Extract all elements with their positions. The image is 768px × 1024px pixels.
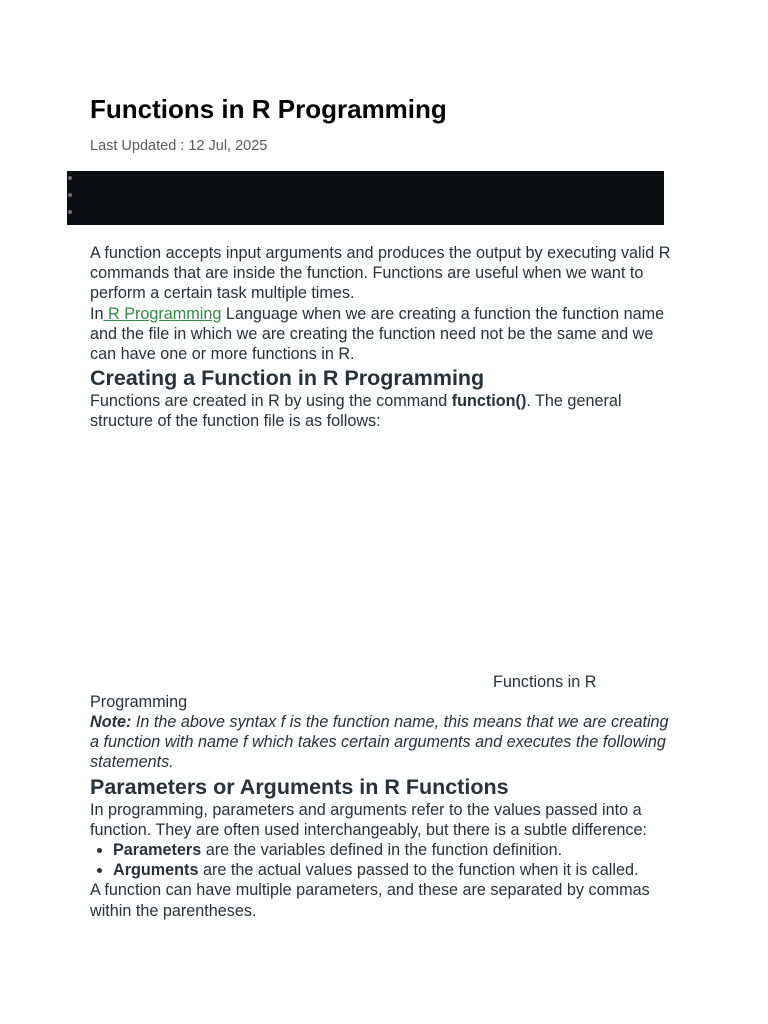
figure-caption <box>90 672 682 712</box>
list-item <box>113 840 682 860</box>
caption-line-1: Functions in R <box>493 672 597 691</box>
bullet-term: Parameters <box>113 841 202 860</box>
bullet-dot-icon <box>68 176 72 180</box>
bullet-text: are the variables defined in the function definition. <box>201 841 563 860</box>
bullet-dot-icon <box>68 193 72 197</box>
caption-line-2: Programming <box>90 692 188 711</box>
bullet-term: Arguments <box>113 861 199 880</box>
note-label: Note: <box>90 713 132 732</box>
section1-paragraph <box>90 391 682 431</box>
section1-text: Functions are created in R by using the command <box>90 392 452 411</box>
bullet-dot-icon <box>68 210 72 214</box>
function-structure-figure <box>90 432 682 672</box>
intro-prefix: In <box>90 304 104 323</box>
note-text: In the above syntax f is the function name, this means that we are creating a function with name f which takes certain arguments and executes the following statements. <box>90 713 669 772</box>
intro-paragraph-2 <box>90 304 682 365</box>
section2-closing-paragraph: A function can have multiple parameters, and these are separated by commas within the parentheses. <box>90 881 650 920</box>
intro-paragraph: A function accepts input arguments and produces the output by executing valid R commands that are inside the function. Functions are useful when we want to perform a certain task multiple times. <box>90 244 671 303</box>
section1-text-suffix: . The general structure of the function file is as follows: <box>90 392 622 431</box>
intro-suffix: Language when we are creating a function the function name and the file in which we are creating the function need not be the same and we can have one or more functions in R. <box>90 304 665 364</box>
last-updated: Last Updated : 12 Jul, 2025 <box>90 138 268 154</box>
section-heading-parameters: Parameters or Arguments in R Functions <box>90 774 509 799</box>
article-header <box>90 94 680 155</box>
bullet-list <box>90 840 682 880</box>
section2-paragraph: In programming, parameters and arguments refer to the values passed into a function. They are often used interchangeably, but there is a subtle difference: <box>90 800 648 839</box>
function-keyword: function() <box>451 392 527 411</box>
bullet-text: are the actual values passed to the function when it is called. <box>198 861 639 880</box>
page-title: Functions in R Programming <box>90 94 447 124</box>
r-programming-link[interactable]: R Programming <box>103 304 222 323</box>
dark-toolbar-bar <box>67 171 664 225</box>
article-body <box>90 243 682 921</box>
note-paragraph <box>90 712 682 773</box>
list-item <box>113 860 682 880</box>
section-heading-creating-function: Creating a Function in R Programming <box>90 366 485 391</box>
